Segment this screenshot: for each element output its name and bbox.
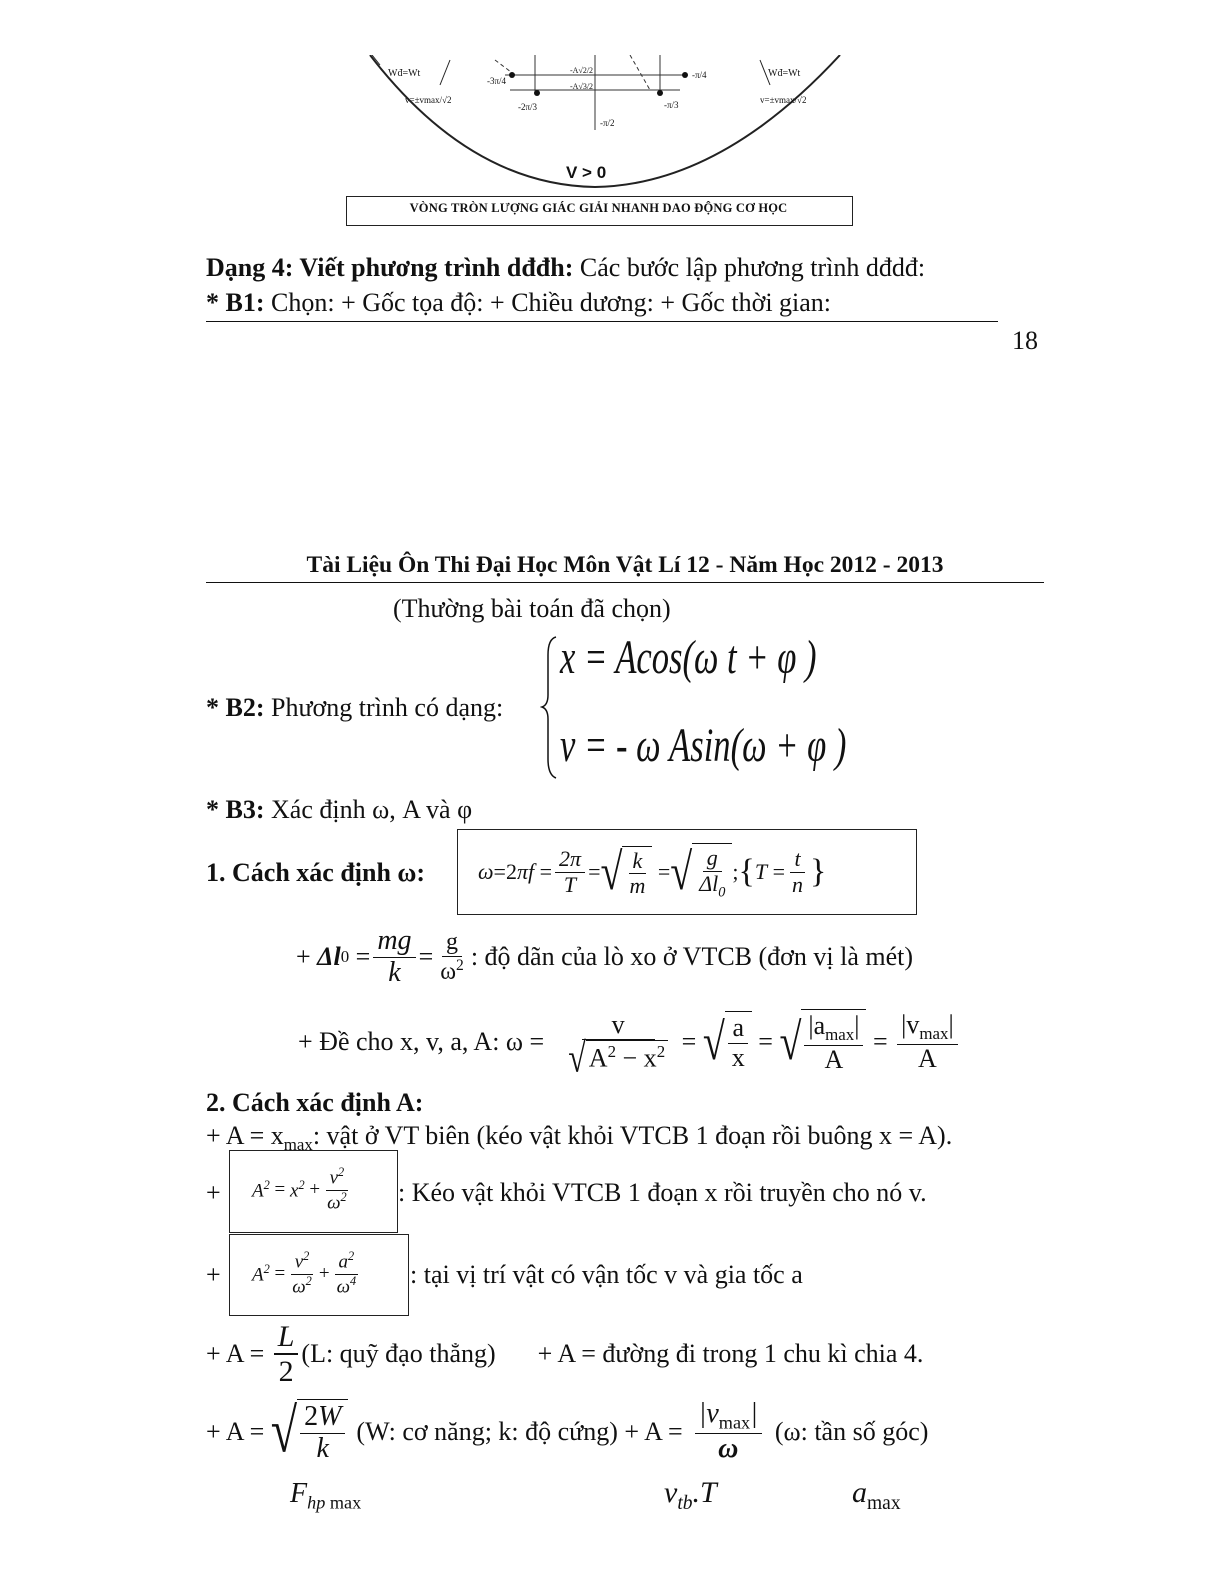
- wd-label-right: Wđ=Wt: [768, 68, 801, 79]
- b1-line: * B1: Chọn: + Gốc tọa độ: + Chiều dương: + Gốc thời gian:: [206, 288, 832, 317]
- amp-line4: + A = $\frac{L}{2}$ (L: quỹ đạo thẳng) + A = đường đi trong 1 chu kì chia 4.: [206, 1320, 924, 1388]
- proj-a2: -A√2/2: [570, 66, 594, 75]
- b3-line: * B3: Xác định ω, A và φ: [206, 795, 473, 824]
- omega-formula: ω =2 πf = $\frac{2\pi}{T}$ = √ $\frac{k}{m}$ = √ $\frac{g}{\Delta l_0}$ ; { T = $\frac{t}{n}$ }: [478, 842, 827, 901]
- angle-pi2: -π/2: [600, 118, 615, 128]
- angle-3pi4: -3π/4: [487, 76, 507, 86]
- amp-line2-plus: +: [206, 1178, 221, 1207]
- amp-line5: + A = √ $\frac{2W}{k}$ (W: cơ năng; k: độ cứng) + A = $\frac{|v_{max}|}{\omega}$ (ω: tần số góc): [206, 1396, 929, 1466]
- amp-line6-fhp: $F_{hp max}$: [290, 1478, 362, 1513]
- amp-line2-text: : Kéo vật khỏi VTCB 1 đoạn x rồi truyền cho nó v.: [398, 1178, 927, 1207]
- equation-v: v = - ω Asin(ω + φ ): [560, 719, 847, 772]
- v-label-right: v=±vmax/√2: [760, 95, 807, 105]
- amp-formula3: $A^2$ = $\frac{v^2}{\omega^2}$ + $\frac{a^2}{\omega^4}$: [252, 1244, 363, 1304]
- proj-a3: -A√3/2: [570, 82, 594, 91]
- omega-given-line: + Đề cho x, v, a, A: ω = v √ $A^2 - x^2$ = √ $\frac{a}{x}$ = √ $\frac{|a_{max}|}{A}$ = $\frac{|v_{max}|}{A}$: [298, 1002, 961, 1082]
- diagram-caption: VÒNG TRÒN LƯỢNG GIÁC GIẢI NHANH DAO ĐỘNG CƠ HỌC: [409, 201, 788, 215]
- omega-heading: 1. Cách xác định ω:: [206, 858, 426, 887]
- amp-line6-amax: $a_{max}$: [852, 1476, 901, 1514]
- page-footer-rule: [206, 321, 998, 322]
- amp-formula2: $A^2$ = $x^2$ + $\frac{v^2}{\omega^2}$: [252, 1165, 347, 1213]
- angle-pi4: -π/4: [692, 70, 707, 80]
- wd-label-left: Wđ=Wt: [388, 68, 421, 79]
- b2-line: * B2: Phương trình có dạng:: [206, 693, 504, 722]
- header-rule: [206, 582, 1044, 583]
- system-brace: [540, 635, 560, 780]
- page-header: Tài Liệu Ôn Thi Đại Học Môn Vật Lí 12 - Năm Học 2012 - 2013: [306, 552, 944, 578]
- amp-line3-text: : tại vị trí vật có vận tốc v và gia tốc a: [410, 1260, 803, 1289]
- amp-line3-plus: +: [206, 1260, 221, 1289]
- angle-pi3: -π/3: [664, 100, 679, 110]
- amp-line1: + $A = x_{max}$: vật ở VT biên (kéo vật khỏi VTCB 1 đoạn rồi buông x = A).: [206, 1121, 953, 1155]
- v-positive-label: V > 0: [566, 163, 607, 182]
- amp-heading: 2. Cách xác định A:: [206, 1088, 424, 1117]
- equation-x: x = Acos(ω t + φ ): [560, 631, 817, 684]
- b1-note: (Thường bài toán đã chọn): [393, 594, 671, 623]
- angle-2pi3: -2π/3: [518, 102, 538, 112]
- page-number: 18: [1012, 326, 1038, 355]
- section4-title: Dạng 4: Viết phương trình dđđh: Các bước lập phương trình dđdđ:: [206, 253, 926, 282]
- v-label-left: v=±vmax/√2: [405, 95, 452, 105]
- delta-l0-line: + Δl 0 = $\frac{mg}{k}$ = $\frac{g}{\omega^2}$ : độ dãn của lò xo ở VTCB (đơn vị là mét): [296, 924, 914, 988]
- amp-line6-vtb: $v_{tb}.T$: [664, 1476, 717, 1514]
